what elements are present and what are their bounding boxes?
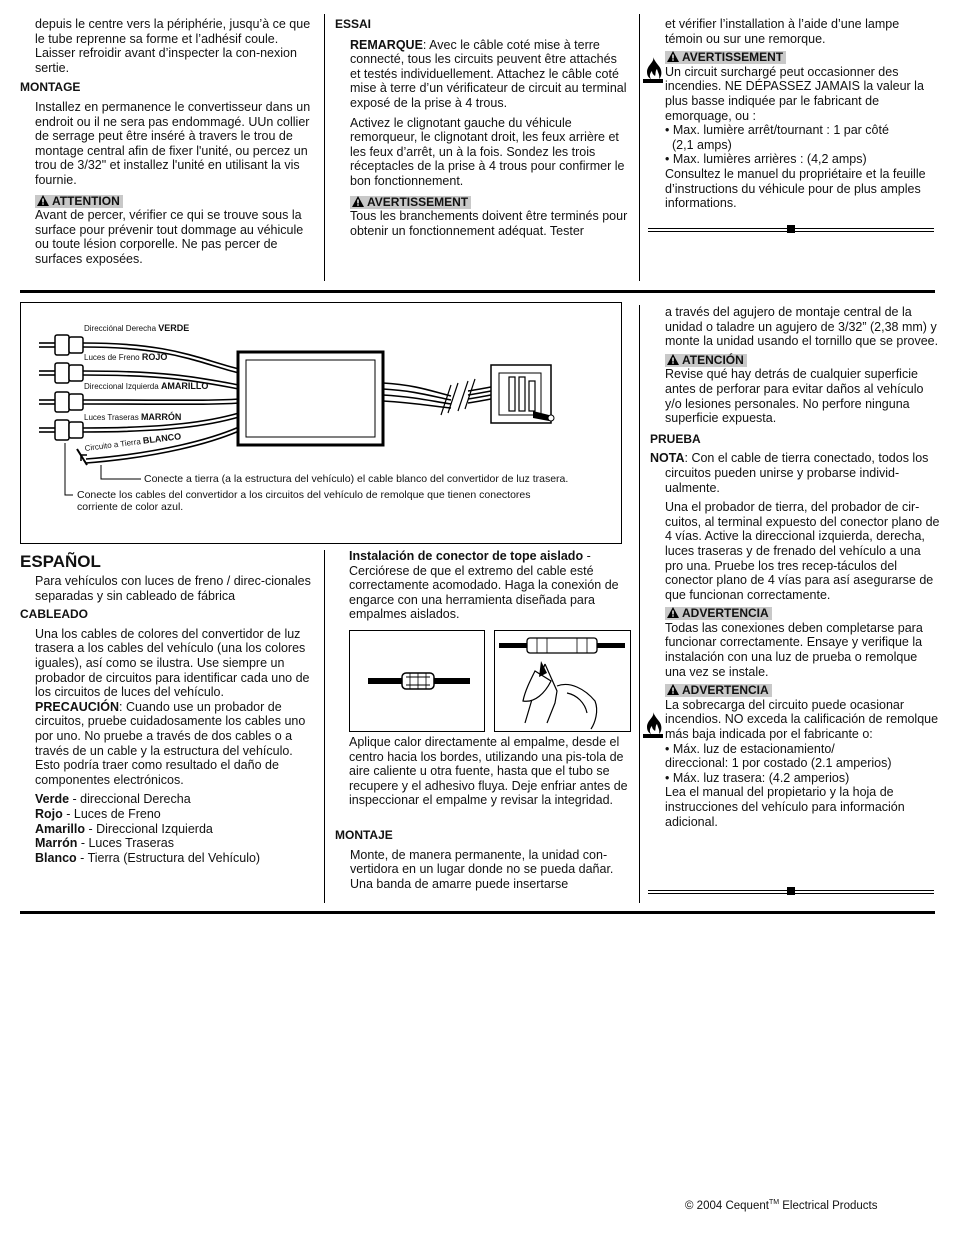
es-bullet-2: • Máx. luz trasera: (4.2 amperios): [665, 770, 850, 785]
section-separator: [20, 290, 935, 293]
es-cableado-text: Una los cables de colores del convertidor de luz trasera a los cables del vehículo (una los colores iguales), así como se ilustra. Use siempre un probador de circuitos para identificar cada uno de los circuitos de luces del vehículo.: [35, 626, 310, 700]
es-advertencia-text-1: Todas las conexiones deben completarse para funcionar correctamente. Ensaye y verifique la instalación con una luz de prueba o remolque una vez se instale.: [665, 620, 923, 679]
fr-col3-intro: et vérifier l’installation à l’aide d’une lampe témoin ou sur une remorque.: [665, 17, 900, 46]
es-instalacion-text: Instalación de conector de tope aislado - Cerciórese de que el extremo del cable esté correctamente acomodado. Haga la conexión de engarce con una herramienta diseñada para empalmes aislados.: [349, 549, 619, 622]
fr-intro-text: depuis le centre vers la périphérie, jusqu’à ce que le tube reprenne sa forme et l’adhésif coule. Laisser refroidir avant d’inspecter la con-nexion sertie.: [35, 17, 311, 75]
heat-gun-illustration: [494, 630, 631, 732]
es-color-list: [20, 792, 314, 865]
fr-col3-avertissement-badge: AVERTISSEMENT: [650, 50, 940, 65]
es-title: ESPAÑOL: [20, 552, 101, 571]
wire-label-3: Direccional Izquierda AMARILLO: [84, 381, 209, 391]
warning-triangle-icon: [667, 51, 679, 62]
warning-triangle-icon: [667, 354, 679, 365]
column-divider: [324, 550, 325, 903]
fr-attention-text: Avant de percer, vérifier ce qui se trouve sous la surface pour prévenir tout dommage au véhicule ou toute lésion corporelle. Ne pas percer de surfaces exposées.: [35, 208, 304, 266]
es-prueba-text: Una el probador de tierra, del probador de cir-cuitos, al terminal expuesto del conector plano de 4 vías. Active la direccional izquierda, derecha, luces traseras y de frenado del vehículo a una pro una. Pruebe los tres recep-táculos del conector plano de 4 vías para así asegurarse de que funcionan correctamente.: [665, 500, 940, 602]
column-divider: [324, 14, 325, 281]
es-col3-intro: a través del agujero de montaje central de la unidad o taladre un agujero de 3/32” (2,38 mm) y monte la unidad usando el tornillo que se provee.: [665, 305, 939, 349]
es-heat-text: Aplique calor directamente al empalme, desde el centro hacia los bordes, utilizando una pis-tola de aire caliente u otra fuente, hasta que el tubo se recupere y el adhesivo fluya. Deje enfriar antes de inspeccionar el empalme y revisar la integridad.: [349, 735, 628, 808]
wiring-diagram: [20, 302, 622, 544]
es-column-1: [20, 552, 314, 865]
es-column-2b: [349, 735, 631, 808]
es-advertencia-text-2: La sobrecarga del circuito puede ocasionar incendios. NO exceda la calificación de remolque más baja indicada por el fabricante o:: [665, 697, 939, 742]
column-divider: [639, 14, 640, 281]
wire-label-4: Luces Traseras MARRÓN: [84, 412, 182, 422]
wire-label-1: Direcciónal Derecha VERDE: [84, 323, 190, 333]
color-item: Amarillo - Direccional Izquierda: [35, 821, 213, 836]
es-cableado-heading: CABLEADO: [20, 607, 88, 622]
color-item: Marrón - Luces Traseras: [35, 836, 174, 851]
color-item: Blanco - Tierra (Estructura del Vehículo): [35, 850, 261, 865]
fr-essai-heading: ESSAI: [335, 17, 372, 31]
footer-copyright: © 2004 Cequent™ Electrical Products: [685, 1199, 878, 1212]
es-advertencia-badge-2: ADVERTENCIA: [650, 683, 940, 698]
es-precaucion-text: PRECAUCIÓN: Cuando use un probador de circuitos, pruebe cuidadosamente los cables uno por uno. No pruebe a través de dos cables o a través de un cable y la estructura del vehículo. Esto podría traer como resultado el daño de componentes electrónicos.: [35, 699, 306, 787]
es-bullet-1: • Máx. luz de estacionamiento/: [665, 741, 835, 756]
warning-triangle-icon: [352, 196, 364, 207]
fr-bullet-2: • Max. lumières arrières : (4,2 amps): [665, 152, 867, 167]
fr-essai-text: Activez le clignotant gauche du véhicule remorqueur, le clignotant droit, les feux arrière et les feux d’arrêt, un à la fois. Sondez les trois réceptacles de la prise à 4 trous pour confirmer le bon fonctionnement.: [350, 115, 625, 188]
fire-hazard-icon: [643, 711, 663, 739]
heat-gun-drawing: [495, 631, 630, 731]
es-atencion-text: Revise qué hay detrás de cualquier superficie antes de perforar para evitar daños al vehículo y/o lesiones personales. No perfore ninguna superficie expuesta.: [665, 367, 924, 426]
fr-col3-outro: Consultez le manuel du propriétaire et la feuille d’instructions du véhicule pour de plus amples informations.: [665, 166, 926, 211]
fr-column-1: [20, 17, 314, 267]
splice-connector-drawing: [350, 631, 484, 731]
color-item: Rojo - Luces de Freno: [35, 806, 161, 821]
es-bullet-1b: direccional: 1 por costado (2.1 amperios): [665, 756, 892, 771]
es-prueba-heading: PRUEBA: [650, 431, 701, 446]
fr-avertissement-text: Tous les branchements doivent être terminés pour obtenir un fonctionnement adéquat. Tester: [350, 209, 628, 238]
fr-montage-heading: MONTAGE: [20, 80, 81, 95]
color-item: Verde - direccional Derecha: [35, 792, 191, 807]
section-end-marker: [787, 887, 795, 895]
wire-label-2: Luces de Freno ROJO: [84, 352, 168, 362]
column-divider: [639, 305, 640, 903]
es-column-2: [349, 549, 631, 622]
fr-col3-avertissement-text: Un circuit surchargé peut occasionner des incendies. NE DÉPASSEZ JAMAIS la valeur la plus basse indiquée par le fabricant de emorquage, ou :: [665, 64, 924, 123]
fr-attention-badge: ATTENTION: [20, 194, 314, 209]
diagram-callout-connect-2: corriente de color azul.: [77, 501, 184, 513]
fr-bullet-1b: (2,1 amps): [672, 137, 732, 152]
splice-illustration: [349, 630, 485, 732]
fire-hazard-icon: [643, 56, 663, 84]
fr-remarque-text: REMARQUE: Avec le câble coté mise à terre connecté, tous les circuits peuvent être attachés et testés individuellement. Attachez le câble coté mise à terre d’un vérificateur de circuit au terminal exposé de la prise à 4 trous.: [350, 37, 627, 110]
es-nota-text: NOTA: Con el cable de tierra conectado, todos los circuitos pueden unirse y probarse individ-ualmente.: [650, 451, 929, 495]
fr-montage-text: Installez en permanence le convertisseur dans un endroit ou il ne sera pas endommagé. UUn collier de serrage peut être inséré à travers le trou de montage central afin de fixer l'unité, ou percez un trou de 3/32" et installez l'unité en utilisant la vis fournie.: [35, 99, 311, 187]
es-col3-outro: Lea el manual del propietario y la hoja de instrucciones del vehículo para información adicional.: [665, 785, 905, 829]
wire-label-5: Circuito a Tierra BLANCO: [84, 431, 182, 453]
section-end-marker: [787, 225, 795, 233]
es-montaje-heading: MONTAJE: [335, 828, 393, 842]
fr-column-3: [650, 17, 940, 211]
fr-column-2: [335, 17, 629, 238]
es-column-2c: [335, 828, 631, 891]
warning-triangle-icon: [37, 195, 49, 206]
diagram-callout-connect: Conecte los cables del convertidor a los circuitos del vehículo de remolque que tienen conectores: [77, 489, 531, 501]
es-atencion-badge: ATENCIÓN: [650, 353, 940, 368]
es-intro: Para vehículos con luces de freno / direc-cionales separadas y sin cableado de fábrica: [35, 574, 311, 603]
es-montaje-text: Monte, de manera permanente, la unidad con-vertidora en un lugar donde no se pueda dañar. Una banda de amarre puede insertarse: [350, 847, 614, 891]
section-separator: [20, 911, 935, 914]
es-advertencia-badge-1: ADVERTENCIA: [650, 606, 940, 621]
fr-bullet-1: • Max. lumière arrêt/tournant : 1 par côté: [665, 123, 889, 138]
warning-triangle-icon: [667, 607, 679, 618]
diagram-callout-ground: Conecte a tierra (a la estructura del vehículo) el cable blanco del convertidor de luz trasera.: [144, 473, 569, 485]
es-column-3: [650, 305, 940, 829]
warning-triangle-icon: [667, 684, 679, 695]
fr-avertissement-badge: AVERTISSEMENT: [335, 195, 629, 210]
